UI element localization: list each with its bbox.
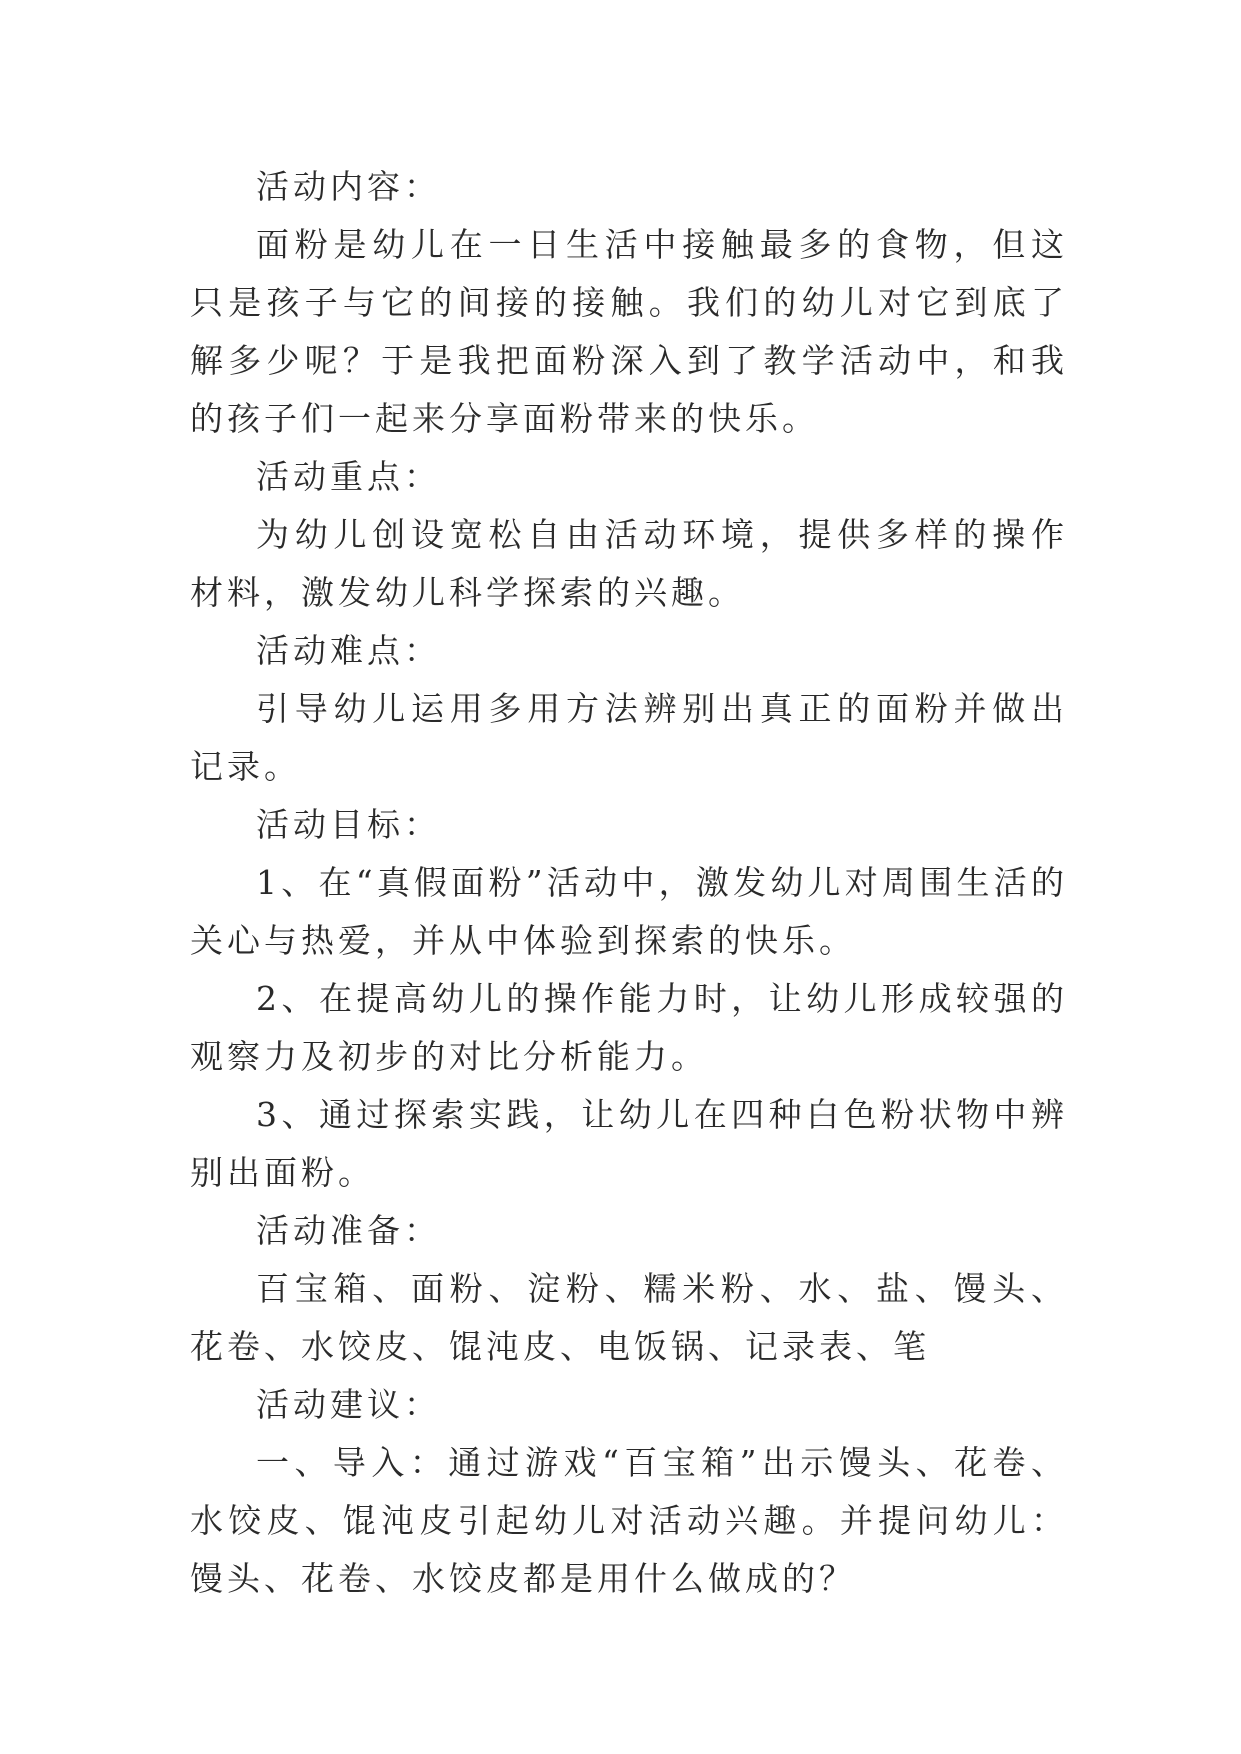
goal-item-1: 1、在“真假面粉”活动中，激发幼儿对周围生活的关心与热爱，并从中体验到探索的快乐。 [190,863,1068,960]
goal-item-2: 2、在提高幼儿的操作能力时，让幼儿形成较强的观察力及初步的对比分析能力。 [190,979,1068,1076]
section-heading-preparation: 活动准备： [256,1211,441,1250]
section-heading-goals: 活动目标： [256,805,441,844]
paragraph-key-points: 为幼儿创设宽松自由活动环境，提供多样的操作材料，激发幼儿科学探索的兴趣。 [190,515,1068,612]
paragraph-difficulties: 引导幼儿运用多用方法辨别出真正的面粉并做出记录。 [190,689,1068,786]
section-heading-key-points: 活动重点： [256,457,441,496]
goal-item-3: 3、通过探索实践，让幼儿在四种白色粉状物中辨别出面粉。 [190,1095,1068,1192]
section-heading-difficulties: 活动难点： [256,631,441,670]
paragraph-preparation: 百宝箱、面粉、淀粉、糯米粉、水、盐、馒头、花卷、水饺皮、馄沌皮、电饭锅、记录表、笔 [190,1269,1068,1366]
paragraph-suggestion-1: 一、导入：通过游戏“百宝箱”出示馒头、花卷、水饺皮、馄沌皮引起幼儿对活动兴趣。并提问幼儿：馒头、花卷、水饺皮都是用什么做成的？ [190,1443,1068,1598]
section-heading-suggestions: 活动建议： [256,1385,441,1424]
document-body [190,158,1068,1608]
section-heading-content: 活动内容： [256,167,441,206]
paragraph-content: 面粉是幼儿在一日生活中接触最多的食物，但这只是孩子与它的间接的接触。我们的幼儿对它到底了解多少呢？于是我把面粉深入到了教学活动中，和我的孩子们一起来分享面粉带来的快乐。 [190,225,1068,438]
